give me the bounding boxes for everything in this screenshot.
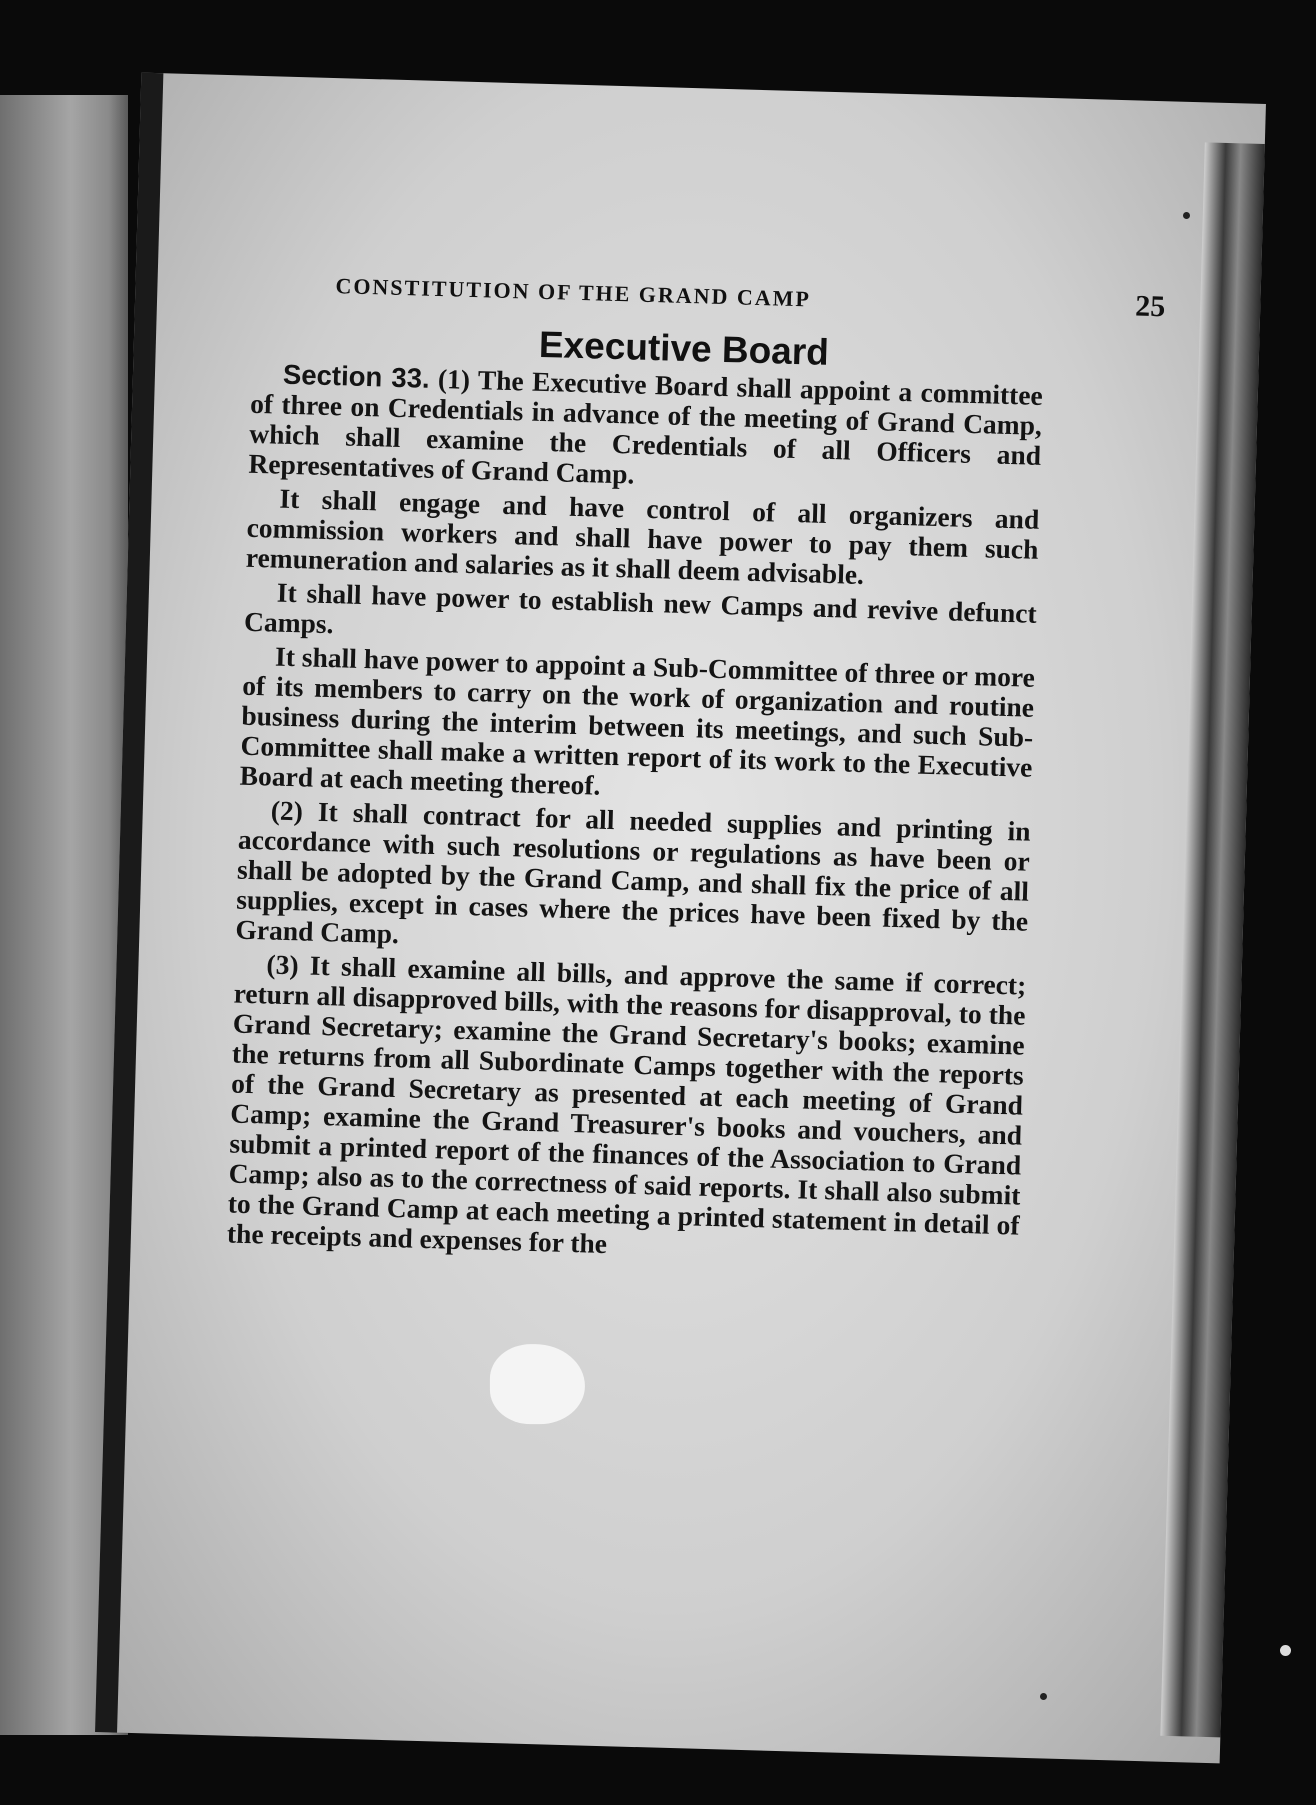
- running-head: [335, 273, 1165, 322]
- page-number: 25: [1134, 289, 1166, 324]
- running-head-text: CONSTITUTION OF THE GRAND CAMP: [335, 273, 812, 312]
- paragraph-6: (3) It shall examine all bills, and approve the same if correct; return all disapproved bills, with the reasons for disapproval, to the Grand Secretary; examine the Grand Secretary's books; examine the returns from all Subordinate Camps together with the reports of the Grand Secretary as presented at each meeting of Grand Camp; examine the Grand Treasurer's books and vouchers, and submit a printed report of the finances of the Association to Grand Camp; also as to the correctness of said reports. It shall also submit to the Grand Camp at each meeting a printed statement in detail of the receipts and expenses for the: [226, 948, 1027, 1260]
- book-page: [95, 73, 1266, 1764]
- section-label: Section 33.: [282, 358, 431, 394]
- paper-damage-spot: [490, 1344, 585, 1424]
- dust-speck: [1280, 1645, 1291, 1656]
- paragraph-2: It shall engage and have control of all organizers and commission workers and shall have power to pay them such remuneration and salaries as it shall deem advisable.: [245, 482, 1040, 590]
- paragraph-1-text: (1) The Executive Board shall appoint a committee of three on Credentials in advance of the meeting of Grand Camp, which shall examine the Credentials of all Officers and Representatives of Grand Camp.: [248, 363, 1044, 490]
- dust-speck: [1183, 212, 1190, 219]
- paragraph-5: (2) It shall contract for all needed supplies and printing in accordance with such resolutions or regulations as have been or shall be adopted by the Grand Camp, and shall fix the price of all supplies, except in cases where the prices have been fixed by the Grand Camp.: [235, 794, 1031, 950]
- paragraph-4: It shall have power to appoint a Sub-Committee of three or more of its members to carry on the work of organization and routine business during the interim between its meetings, and such Sub-Committee shall make a written report of its work to the Executive Board at each meeting thereof.: [239, 640, 1036, 801]
- paragraph-1: [248, 359, 1043, 501]
- page-fore-edge: [1160, 142, 1264, 1737]
- section-body: [226, 359, 1043, 1275]
- section-title: Executive Board: [538, 323, 830, 373]
- paragraph-3: It shall have power to establish new Camps and revive defunct Camps.: [243, 576, 1038, 640]
- dust-speck: [1040, 1693, 1047, 1700]
